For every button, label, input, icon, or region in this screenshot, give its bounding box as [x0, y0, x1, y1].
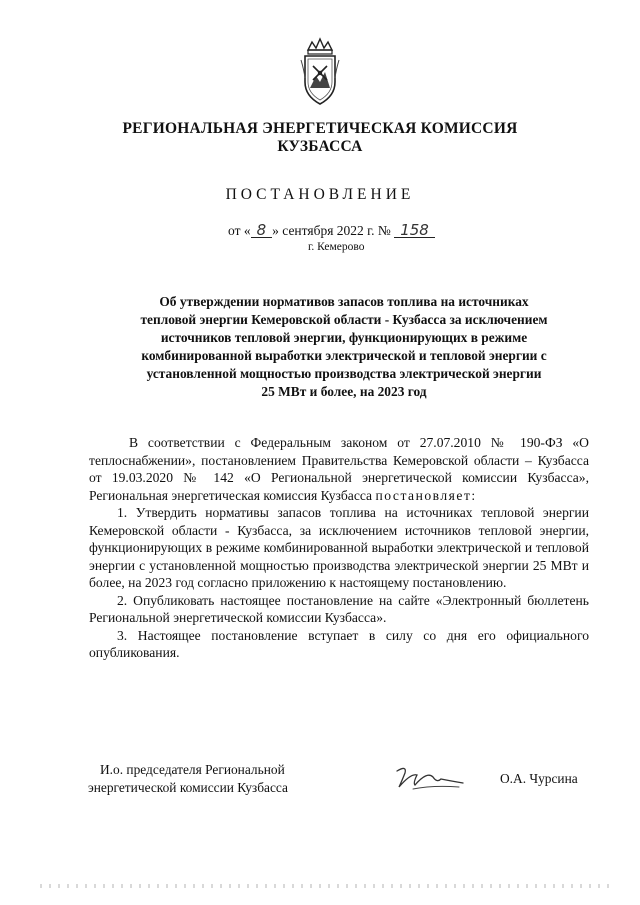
title-line: тепловой энергии Кемеровской области - Кузбасса за исключением — [140, 312, 548, 327]
city: г. Кемерово — [308, 241, 365, 253]
document-number: 158 — [394, 223, 435, 238]
signatory-position — [88, 761, 288, 797]
document-type: ПОСТАНОВЛЕНИЕ — [225, 186, 415, 203]
document-title — [106, 293, 582, 401]
preamble-text: В соответствии с Федеральным законом от 27.07.2010 № 190-ФЗ «О теплоснабжении», постановлением Правительства Кемеровской области – Кузбасса от 19.03.2020 № 142 «О Региональной энергетической комиссии Кузбасса», Региональная энергетическая комиссия Кузбасса — [89, 435, 589, 503]
title-line: установленной мощностью производства электрической энергии — [146, 366, 542, 381]
date-middle: » сентября 2022 г. № — [272, 223, 391, 238]
date-number-line — [228, 223, 435, 239]
organization-name-line1: РЕГИОНАЛЬНАЯ ЭНЕРГЕТИЧЕСКАЯ КОМИССИЯ — [122, 120, 518, 137]
item-3: 3. Настоящее постановление вступает в силу со дня его официального опубликования. — [89, 627, 589, 660]
date-day: 8 — [251, 223, 273, 238]
item-2: 2. Опубликовать настоящее постановление на сайте «Электронный бюллетень Региональной энергетической комиссии Кузбасса». — [89, 592, 589, 625]
title-line: комбинированной выработки электрической и тепловой энергии с — [141, 348, 547, 363]
preamble-paragraph — [89, 434, 589, 504]
date-prefix: от « — [228, 223, 251, 238]
organization-name-line2: КУЗБАССА — [277, 138, 363, 155]
title-line: Об утверждении нормативов запасов топлива на источниках — [159, 294, 529, 309]
position-line2: энергетической комиссии Кузбасса — [88, 780, 288, 795]
position-line1: И.о. председателя Региональной — [100, 762, 285, 777]
scan-footer-noise — [40, 884, 610, 888]
signatory-name: О.А. Чурсина — [500, 771, 578, 786]
coat-of-arms-icon — [298, 36, 342, 108]
item-1: 1. Утвердить нормативы запасов топлива на источниках тепловой энергии Кемеровской области - Кузбасса, за исключением источников тепловой энергии, функционирующих в режиме комбинированной выработки электрической и тепловой энергии с установленной мощностью производства электрической энергии 25 МВт и более, на 2023 год согласно приложению к настоящему постановлению. — [89, 505, 589, 590]
document-body — [89, 434, 589, 662]
handwritten-signature — [393, 763, 465, 793]
title-line: источников тепловой энергии, функционирующих в режиме — [160, 330, 528, 345]
title-line: 25 МВт и более, на 2023 год — [261, 384, 427, 399]
decree-word: постановляет: — [375, 487, 477, 503]
